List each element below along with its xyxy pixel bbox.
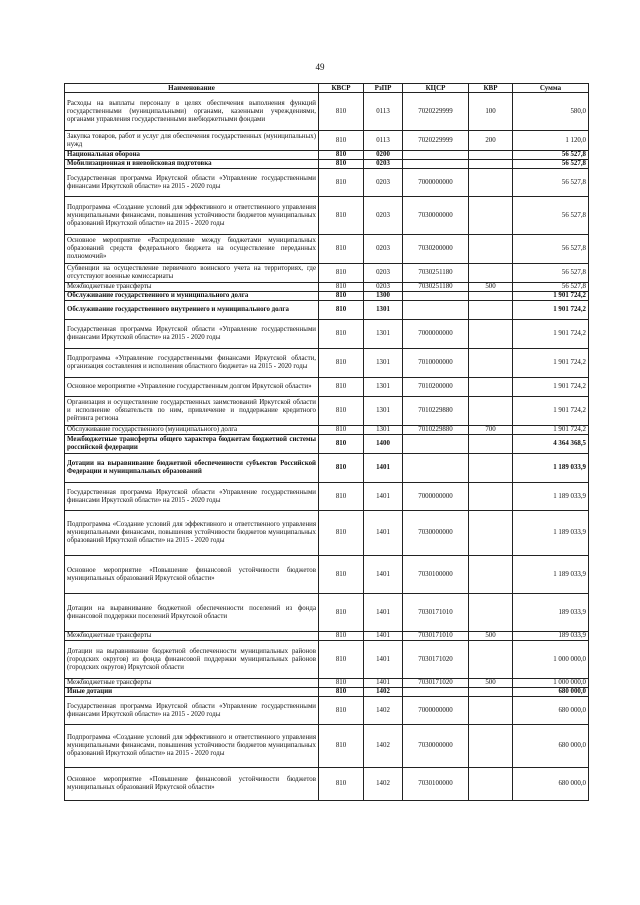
cell-kcsr: 7000000000: [403, 483, 469, 511]
cell-kvr: [469, 292, 513, 301]
cell-rzpr: 0113: [364, 93, 403, 131]
table-row: [65, 426, 589, 435]
cell-kcsr: 7030000000: [403, 511, 469, 556]
cell-name: Основное мероприятие «Повышение финансовой устойчивости бюджетов муниципальных образований Иркутской области»: [65, 768, 319, 801]
header-kvsr: КВСР: [319, 84, 364, 93]
table-row: [65, 435, 589, 454]
cell-kvsr: 810: [319, 349, 364, 378]
table-row: [65, 483, 589, 511]
header-kcsr: КЦСР: [403, 84, 469, 93]
cell-sum: 1 901 724,2: [513, 320, 589, 349]
table-row: [65, 160, 589, 169]
cell-kvr: [469, 483, 513, 511]
cell-kcsr: 7010229880: [403, 426, 469, 435]
table-header-row: [65, 84, 589, 93]
cell-kvr: [469, 160, 513, 169]
cell-kvsr: 810: [319, 292, 364, 301]
cell-sum: 1 000 000,0: [513, 679, 589, 688]
cell-sum: 1 901 724,2: [513, 426, 589, 435]
header-kvr: КВР: [469, 84, 513, 93]
cell-kvsr: 810: [319, 768, 364, 801]
cell-kcsr: 7000000000: [403, 697, 469, 725]
cell-kvsr: 810: [319, 169, 364, 197]
cell-sum: 1 901 724,2: [513, 349, 589, 378]
cell-kvsr: 810: [319, 594, 364, 632]
cell-name: Субвенции на осуществление первичного воинского учета на территориях, где отсутствуют военные комиссариаты: [65, 264, 319, 283]
cell-sum: 56 527,8: [513, 283, 589, 292]
cell-kcsr: 7030171020: [403, 641, 469, 679]
cell-kvr: [469, 725, 513, 768]
cell-kvr: [469, 556, 513, 594]
cell-kvsr: 810: [319, 688, 364, 697]
table-row: [65, 301, 589, 320]
cell-name: Организация и осуществление государственных заимствований Иркутской области и исполнение обязательств по ним, привлечение и поддержание кредитного рейтинга региона: [65, 397, 319, 426]
cell-kvsr: 810: [319, 435, 364, 454]
cell-kcsr: [403, 151, 469, 160]
cell-kvr: 100: [469, 93, 513, 131]
cell-sum: 1 120,0: [513, 131, 589, 151]
cell-rzpr: 1301: [364, 301, 403, 320]
cell-rzpr: 1301: [364, 426, 403, 435]
table-row: [65, 292, 589, 301]
cell-kvsr: 810: [319, 264, 364, 283]
cell-sum: 580,0: [513, 93, 589, 131]
cell-name: Национальная оборона: [65, 151, 319, 160]
cell-rzpr: 1301: [364, 349, 403, 378]
table-row: [65, 768, 589, 801]
table-row: [65, 378, 589, 397]
cell-sum: 189 033,9: [513, 594, 589, 632]
cell-sum: 680 000,0: [513, 725, 589, 768]
cell-kcsr: 7000000000: [403, 320, 469, 349]
cell-rzpr: 1401: [364, 632, 403, 641]
table-row: [65, 264, 589, 283]
cell-name: Обслуживание государственного (муниципального) долга: [65, 426, 319, 435]
table-row: [65, 197, 589, 235]
cell-name: Подпрограмма «Создание условий для эффективного и ответственного управления муниципальными финансами, повышения устойчивости бюджетов муниципальных образований Иркутской области» на 2015 - 2020 годы: [65, 725, 319, 768]
cell-rzpr: 0113: [364, 131, 403, 151]
cell-kvr: [469, 378, 513, 397]
cell-kvsr: 810: [319, 454, 364, 483]
cell-name: Государственная программа Иркутской области «Управление государственными финансами Иркутской области» на 2015 - 2020 годы: [65, 483, 319, 511]
cell-kvsr: 810: [319, 397, 364, 426]
table-row: [65, 556, 589, 594]
cell-rzpr: 1402: [364, 725, 403, 768]
cell-kvr: [469, 320, 513, 349]
cell-name: Основное мероприятие «Управление государственным долгом Иркутской области»: [65, 378, 319, 397]
cell-name: Межбюджетные трансферты: [65, 679, 319, 688]
cell-kvr: [469, 151, 513, 160]
cell-kcsr: [403, 160, 469, 169]
table-row: [65, 151, 589, 160]
cell-sum: 56 527,8: [513, 235, 589, 264]
table-row: [65, 131, 589, 151]
cell-kvr: 200: [469, 131, 513, 151]
cell-kvr: [469, 435, 513, 454]
table-row: [65, 632, 589, 641]
cell-kvr: [469, 768, 513, 801]
cell-kcsr: 7030171020: [403, 679, 469, 688]
table-row: [65, 688, 589, 697]
cell-name: Государственная программа Иркутской области «Управление государственными финансами Иркутской области» на 2015 - 2020 годы: [65, 169, 319, 197]
cell-name: Основное мероприятие «Распределение между бюджетами муниципальных образований средств федерального бюджета на осуществление переданных полномочий»: [65, 235, 319, 264]
cell-rzpr: 0203: [364, 235, 403, 264]
cell-kvsr: 810: [319, 197, 364, 235]
cell-rzpr: 0203: [364, 264, 403, 283]
cell-kvsr: 810: [319, 641, 364, 679]
cell-kcsr: 7030200000: [403, 235, 469, 264]
cell-name: Дотации на выравнивание бюджетной обеспеченности субъектов Российской Федерации и муниципальных образований: [65, 454, 319, 483]
cell-name: Дотации на выравнивание бюджетной обеспеченности муниципальных районов (городских округов) из фонда финансовой поддержки муниципальных районов (городских округов) Иркутской области: [65, 641, 319, 679]
cell-sum: 1 901 724,2: [513, 378, 589, 397]
cell-name: Дотации на выравнивание бюджетной обеспеченности поселений из фонда финансовой поддержки поселений Иркутской области: [65, 594, 319, 632]
table-row: [65, 320, 589, 349]
cell-name: Основное мероприятие «Повышение финансовой устойчивости бюджетов муниципальных образований Иркутской области»: [65, 556, 319, 594]
cell-sum: 680 000,0: [513, 768, 589, 801]
cell-kvr: [469, 301, 513, 320]
cell-kvsr: 810: [319, 556, 364, 594]
table-row: [65, 349, 589, 378]
cell-kcsr: 7020229999: [403, 93, 469, 131]
cell-kvsr: 810: [319, 235, 364, 264]
cell-kcsr: [403, 435, 469, 454]
cell-sum: 1 189 033,9: [513, 556, 589, 594]
cell-kvsr: 810: [319, 511, 364, 556]
table-row: [65, 169, 589, 197]
cell-kvr: [469, 197, 513, 235]
cell-kvsr: 810: [319, 301, 364, 320]
cell-kvr: [469, 697, 513, 725]
cell-kvr: 700: [469, 426, 513, 435]
cell-name: Государственная программа Иркутской области «Управление государственными финансами Иркутской области» на 2015 - 2020 годы: [65, 320, 319, 349]
table-row: [65, 594, 589, 632]
budget-table: [64, 83, 589, 801]
cell-kcsr: 7010229880: [403, 397, 469, 426]
cell-kcsr: [403, 301, 469, 320]
cell-kvsr: 810: [319, 131, 364, 151]
cell-kvr: [469, 169, 513, 197]
cell-name: Подпрограмма «Создание условий для эффективного и ответственного управления муниципальными финансами, повышения устойчивости бюджетов муниципальных образований Иркутской области» на 2015 - 2020 годы: [65, 197, 319, 235]
cell-sum: 1 901 724,2: [513, 397, 589, 426]
cell-rzpr: 0200: [364, 151, 403, 160]
cell-name: Иные дотации: [65, 688, 319, 697]
cell-sum: 1 901 724,2: [513, 292, 589, 301]
cell-kvr: 500: [469, 283, 513, 292]
cell-rzpr: 1301: [364, 397, 403, 426]
cell-kvsr: 810: [319, 283, 364, 292]
cell-kvr: [469, 235, 513, 264]
cell-kcsr: 7030251180: [403, 264, 469, 283]
cell-kvsr: 810: [319, 93, 364, 131]
cell-rzpr: 1401: [364, 594, 403, 632]
cell-kvr: 500: [469, 679, 513, 688]
cell-kcsr: 7030100000: [403, 768, 469, 801]
table-row: [65, 454, 589, 483]
cell-kvsr: 810: [319, 426, 364, 435]
cell-kcsr: [403, 292, 469, 301]
cell-sum: 1 189 033,9: [513, 454, 589, 483]
cell-name: Государственная программа Иркутской области «Управление государственными финансами Иркутской области» на 2015 - 2020 годы: [65, 697, 319, 725]
cell-kvr: [469, 511, 513, 556]
cell-name: Обслуживание государственного и муниципального долга: [65, 292, 319, 301]
cell-kvsr: 810: [319, 160, 364, 169]
cell-kcsr: 7030251180: [403, 283, 469, 292]
header-sum: Сумма: [513, 84, 589, 93]
cell-kcsr: [403, 454, 469, 483]
table-body: [65, 93, 589, 801]
cell-name: Подпрограмма «Создание условий для эффективного и ответственного управления муниципальными финансами, повышения устойчивости бюджетов муниципальных образований Иркутской области» на 2015 - 2020 годы: [65, 511, 319, 556]
cell-rzpr: 1300: [364, 292, 403, 301]
table-row: [65, 93, 589, 131]
cell-kvr: [469, 641, 513, 679]
cell-kcsr: 7010200000: [403, 378, 469, 397]
cell-rzpr: 0203: [364, 283, 403, 292]
header-rzpr: РзПР: [364, 84, 403, 93]
cell-rzpr: 1401: [364, 679, 403, 688]
cell-kvsr: 810: [319, 679, 364, 688]
cell-kvsr: 810: [319, 697, 364, 725]
table-row: [65, 283, 589, 292]
cell-rzpr: 1401: [364, 483, 403, 511]
cell-kvsr: 810: [319, 725, 364, 768]
cell-name: Закупка товаров, работ и услуг для обеспечения государственных (муниципальных) нужд: [65, 131, 319, 151]
cell-name: Межбюджетные трансферты: [65, 632, 319, 641]
cell-sum: 56 527,8: [513, 197, 589, 235]
cell-rzpr: 1401: [364, 511, 403, 556]
cell-sum: 680 000,0: [513, 697, 589, 725]
cell-rzpr: 1402: [364, 768, 403, 801]
cell-kvr: [469, 594, 513, 632]
cell-rzpr: 1402: [364, 688, 403, 697]
table-row: [65, 235, 589, 264]
cell-sum: 4 364 368,5: [513, 435, 589, 454]
cell-kvsr: 810: [319, 632, 364, 641]
cell-name: Межбюджетные трансферты общего характера бюджетам бюджетной системы российской федерации: [65, 435, 319, 454]
cell-name: Межбюджетные трансферты: [65, 283, 319, 292]
cell-kvsr: 810: [319, 483, 364, 511]
page-number: 49: [315, 62, 325, 72]
cell-sum: 680 000,0: [513, 688, 589, 697]
cell-kvsr: 810: [319, 320, 364, 349]
cell-sum: 1 901 724,2: [513, 301, 589, 320]
cell-kvsr: 810: [319, 378, 364, 397]
cell-sum: 1 189 033,9: [513, 511, 589, 556]
cell-sum: 56 527,8: [513, 264, 589, 283]
table-row: [65, 725, 589, 768]
cell-kcsr: [403, 688, 469, 697]
table-row: [65, 679, 589, 688]
cell-kcsr: 7030100000: [403, 556, 469, 594]
cell-kvr: [469, 349, 513, 378]
cell-kcsr: 7010000000: [403, 349, 469, 378]
cell-kcsr: 7030171010: [403, 594, 469, 632]
cell-kvr: [469, 397, 513, 426]
cell-sum: 1 189 033,9: [513, 483, 589, 511]
cell-kcsr: 7030171010: [403, 632, 469, 641]
cell-name: Обслуживание государственного внутреннего и муниципального долга: [65, 301, 319, 320]
cell-kcsr: 7000000000: [403, 169, 469, 197]
cell-sum: 56 527,8: [513, 160, 589, 169]
cell-rzpr: 0203: [364, 169, 403, 197]
cell-kvr: [469, 688, 513, 697]
cell-sum: 56 527,8: [513, 151, 589, 160]
cell-sum: 56 527,8: [513, 169, 589, 197]
cell-kvr: [469, 264, 513, 283]
table-row: [65, 511, 589, 556]
cell-rzpr: 0203: [364, 160, 403, 169]
cell-rzpr: 1301: [364, 320, 403, 349]
table-row: [65, 641, 589, 679]
cell-name: Расходы на выплаты персоналу в целях обеспечения выполнения функций государственными (муниципальными) органами, казенными учреждениями, органами управления государственными внебюджетными фондами: [65, 93, 319, 131]
cell-name: Подпрограмма «Управление государственными финансами Иркутской области, организация составления и исполнения областного бюджета» на 2015 - 2020 годы: [65, 349, 319, 378]
table-row: [65, 697, 589, 725]
cell-name: Мобилизационная и вневойсковая подготовка: [65, 160, 319, 169]
cell-rzpr: 1401: [364, 454, 403, 483]
cell-sum: 1 000 000,0: [513, 641, 589, 679]
cell-kvr: 500: [469, 632, 513, 641]
cell-kvr: [469, 454, 513, 483]
cell-rzpr: 1301: [364, 378, 403, 397]
cell-kcsr: 7030000000: [403, 725, 469, 768]
cell-kcsr: 7020229999: [403, 131, 469, 151]
cell-rzpr: 0203: [364, 197, 403, 235]
header-name: Наименование: [65, 84, 319, 93]
cell-kcsr: 7030000000: [403, 197, 469, 235]
cell-sum: 189 033,9: [513, 632, 589, 641]
cell-rzpr: 1401: [364, 641, 403, 679]
cell-rzpr: 1402: [364, 697, 403, 725]
cell-rzpr: 1401: [364, 556, 403, 594]
cell-rzpr: 1400: [364, 435, 403, 454]
cell-kvsr: 810: [319, 151, 364, 160]
table-row: [65, 397, 589, 426]
